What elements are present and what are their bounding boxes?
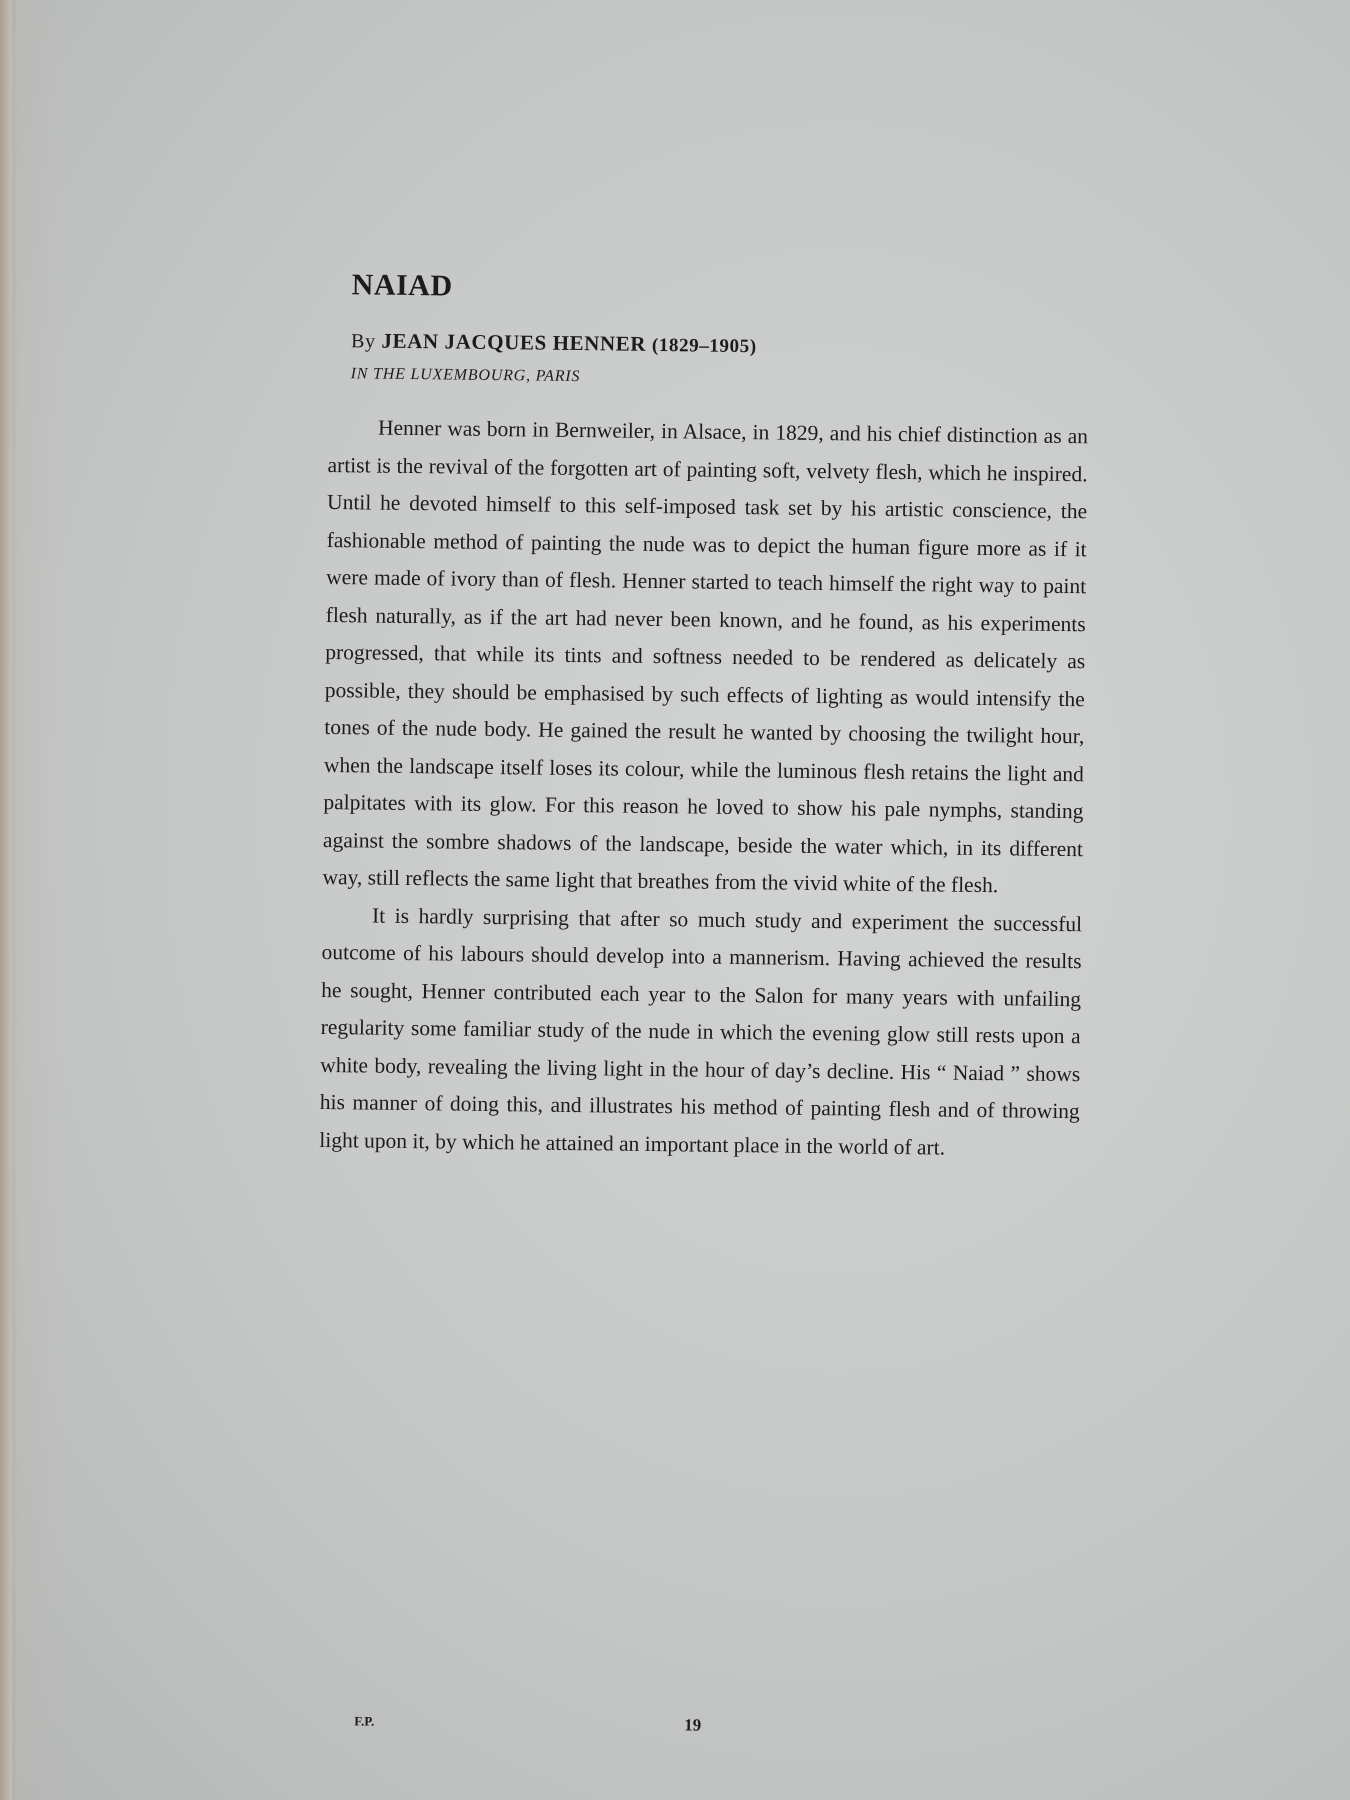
page-edge-shadow bbox=[0, 0, 12, 1800]
article-body bbox=[319, 409, 1088, 1168]
page-footer bbox=[312, 1713, 1072, 1735]
paragraph-2: It is hardly surprising that after so much study and experiment the successful outcome of his labours should develop into a mannerism. Having achieved the results he sought, Henner contributed each year to the Salon for many years with unfailing regularity some familiar study of the nude in which the evening glow still rests upon a white body, revealing the living light in the hour of day’s decline. His “ Naiad ” shows his manner of doing this, and illustrates his method of painting flesh and of throwing light upon it, by which he attained an important place in the world of art. bbox=[319, 903, 1083, 1160]
page-title: NAIAD bbox=[351, 268, 453, 303]
article-text-block bbox=[319, 268, 1090, 1735]
artist-name: JEAN JACQUES HENNER bbox=[381, 328, 647, 356]
byline bbox=[351, 328, 1089, 362]
paragraph-1: Henner was born in Bernweiler, in Alsace, in 1829, and his chief distinction as an artist is the revival of the forgotten art of painting soft, velvety flesh, which he inspired. Until he devoted himself to this self-imposed task set by his artistic conscience, the fashionable method of painting the nude was to depict the human figure more as if it were made of ivory than of flesh. Henner started to teach himself the right way to paint flesh naturally, as if the art had never been known, and he found, as his experiments progressed, that while its tints and softness needed to be rendered as delicately as possible, they should be emphasised by such effects of lighting as would intensify the tones of the nude body. He gained the result he wanted by choosing the twilight hour, when the landscape itself loses its colour, while the luminous flesh retains the light and palpitates with its glow. For this reason he loved to show his pale nymphs, standing against the sombre shadows of the landscape, beside the water which, in its different way, still reflects the same light that breathes from the vivid white of the flesh. bbox=[322, 415, 1089, 898]
artist-dates: (1829–1905) bbox=[651, 334, 757, 358]
painting-location: IN THE LUXEMBOURG, PARIS bbox=[350, 365, 581, 386]
byline-by: By bbox=[350, 330, 376, 353]
footer-initials: F.P. bbox=[354, 1713, 375, 1729]
page-number: 19 bbox=[684, 1715, 702, 1735]
